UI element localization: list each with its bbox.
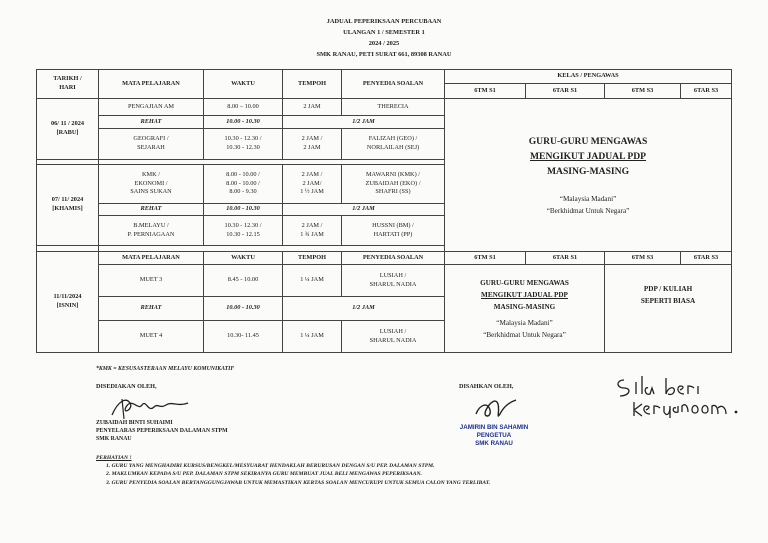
day3-header-6tar-s1: 6TAR S1: [526, 252, 605, 265]
prepared-role: PENYELARAS PEPERIKSAAN DALAMAN STPM: [96, 428, 228, 435]
day3-header-6tm-s1: 6TM S1: [445, 252, 526, 265]
day2-duration-1: 2 JAM / 2 JAM/ 1 ½ JAM: [283, 165, 342, 204]
day1-subject-2: GEOGRAFI / SEJARAH: [99, 129, 204, 160]
day1-setter-1: THERECIA: [342, 99, 445, 116]
day3-header-6tar-s3: 6TAR S3: [681, 252, 732, 265]
day1-setter-2: FALIZAH (GEO) / NORLAILAH (SEJ): [342, 129, 445, 160]
prepared-by-block: [96, 419, 228, 444]
header-class-6tm-s1: 6TM S1: [445, 84, 526, 99]
approved-role: PENGETUA: [476, 432, 512, 439]
day3-rehat-duration: 1/2 JAM: [283, 297, 445, 321]
header-tarikh-hari: TARIKH / HARI: [37, 70, 99, 99]
notice-block: [96, 454, 490, 487]
day3-rehat-time: 10.00 - 10.30: [204, 297, 283, 321]
day2-rehat-time: 10.00 - 10.30: [204, 204, 283, 216]
day3-setter-2: LUSIAH / SHARUL NADIA: [342, 321, 445, 353]
day3-header-penyedia: PENYEDIA SOALAN: [342, 252, 445, 265]
prepared-school: SMK RANAU: [96, 436, 132, 443]
day2-subject-2: B.MELAYU / P. PERNIAGAAN: [99, 216, 204, 246]
day2-time-2: 10.30 - 12.30 / 10.30 - 12.15: [204, 216, 283, 246]
header-tempoh: TEMPOH: [283, 70, 342, 99]
day3-header-mata-pelajaran: MATA PELAJARAN: [99, 252, 204, 265]
header-class-6tm-s3: 6TM S3: [605, 84, 681, 99]
day3-subject-2: MUET 4: [99, 321, 204, 353]
header-mata-pelajaran: MATA PELAJARAN: [99, 70, 204, 99]
day3-duration-1: 1 ¼ JAM: [283, 265, 342, 297]
exam-schedule-table: [36, 69, 732, 353]
notice-item: 3. GURU PENYEDIA SOALAN BERTANGGUNGJAWAB UNTUK MEMASTIKAN KERTAS SOALAN MENCUKUPI UNTUK SEMUA CALON YANG TERLIBAT.: [106, 479, 491, 486]
prepared-signature: [108, 393, 198, 421]
doc-school: SMK RANAU, PETI SURAT 661, 89308 RANAU: [316, 51, 452, 58]
day3-time-1: 8.45 - 10.00: [204, 265, 283, 297]
handwritten-note: [612, 372, 747, 418]
day2-date: 07/ 11/ 2024 [KHAMIS]: [37, 165, 99, 246]
notice-item: 1. GURU YANG MENGHADIRI KURSUS/BENGKEL/MESYUARAT HENDAKLAH BERURUSAN DENGAN S/U PEP. DALAMAN STPM.: [106, 463, 435, 470]
notice-title: PERHATIAN !: [96, 455, 132, 461]
day3-lecture-notice: PDP / KULIAH SEPERTI BIASA: [605, 265, 732, 353]
prepared-by-label: DISEDIAKAN OLEH,: [96, 383, 157, 390]
day1-date: 06/ 11 / 2024 [RABU]: [37, 99, 99, 160]
invigilator-notice: GURU-GURU MENGAWAS MENGIKUT JADUAL PDP MASING-MASING “Malaysia Madani” “Berkhidmat Untuk Negara”: [445, 99, 732, 252]
approved-stamp: [443, 424, 545, 448]
day3-header-6tm-s3: 6TM S3: [605, 252, 681, 265]
day2-setter-1: MAWARNI (KMK) / ZUBAIDAH (EKO) / SHAFRI (SS): [342, 165, 445, 204]
notice-item: 2. MAKLUMKAN KEPADA S/U PEP. DALAMAN STPM SEKIRANYA GURU MEMBUAT JUAL BELI MENGAWAS PEPERIKSAAN.: [106, 471, 422, 478]
approved-name: JAMIRIN BIN SAHAMIN: [459, 424, 529, 431]
day2-time-1: 8.00 - 10.00 / 8.00 - 10.00 / 8.00 - 9.30: [204, 165, 283, 204]
day1-time-2: 10.30 - 12.30 / 10.30 - 12.30: [204, 129, 283, 160]
day1-time-1: 8.00 – 10.00: [204, 99, 283, 116]
approved-by-label: DISAHKAN OLEH,: [459, 383, 514, 390]
header-waktu: WAKTU: [204, 70, 283, 99]
day3-subject-1: MUET 3: [99, 265, 204, 297]
day1-duration-2: 2 JAM / 2 JAM: [283, 129, 342, 160]
day1-rehat: REHAT: [99, 116, 204, 129]
doc-title: JADUAL PEPERIKSAAN PERCUBAAN: [326, 18, 442, 25]
day3-invigilator-notice: GURU-GURU MENGAWAS MENGIKUT JADUAL PDP MASING-MASING “Malaysia Madani” “Berkhidmat Untuk Negara”: [445, 265, 605, 353]
header-penyedia: PENYEDIA SOALAN: [342, 70, 445, 99]
day1-duration-1: 2 JAM: [283, 99, 342, 116]
day2-subject-1: KMK / EKONOMI / SAINS SUKAN: [99, 165, 204, 204]
day3-time-2: 10.30- 11.45: [204, 321, 283, 353]
day3-setter-1: LUSIAH / SHARUL NADIA: [342, 265, 445, 297]
header-class-6tar-s1: 6TAR S1: [526, 84, 605, 99]
day1-subject-1: PENGAJIAN AM: [99, 99, 204, 116]
header-kelas-pengawas: KELAS / PENGAWAS: [445, 70, 732, 84]
day3-duration-2: 1 ¼ JAM: [283, 321, 342, 353]
doc-subtitle: ULANGAN 1 / SEMESTER 1: [343, 29, 425, 36]
day2-rehat-duration: 1/2 JAM: [283, 204, 445, 216]
kmk-footnote: *KMK = KESUSASTERAAN MELAYU KOMUNIKATIF: [96, 366, 235, 372]
day3-date: 11/11/2024 [ISNIN]: [37, 252, 99, 353]
day1-rehat-time: 10.00 - 10.30: [204, 116, 283, 129]
day3-header-waktu: WAKTU: [204, 252, 283, 265]
prepared-name: ZUBAIDAH BINTI SUHAIMI: [96, 420, 173, 426]
day3-rehat: REHAT: [99, 297, 204, 321]
day1-rehat-duration: 1/2 JAM: [283, 116, 445, 129]
approved-signature: [470, 394, 530, 424]
approved-school: SMK RANAU: [475, 440, 513, 447]
day2-duration-2: 2 JAM / 1 ¾ JAM: [283, 216, 342, 246]
doc-session: 2024 / 2025: [368, 40, 400, 47]
day2-setter-2: HUSSNI (BM) / HARTATI (PP): [342, 216, 445, 246]
day2-rehat: REHAT: [99, 204, 204, 216]
header-class-6tar-s3: 6TAR S3: [681, 84, 732, 99]
day3-header-tempoh: TEMPOH: [283, 252, 342, 265]
